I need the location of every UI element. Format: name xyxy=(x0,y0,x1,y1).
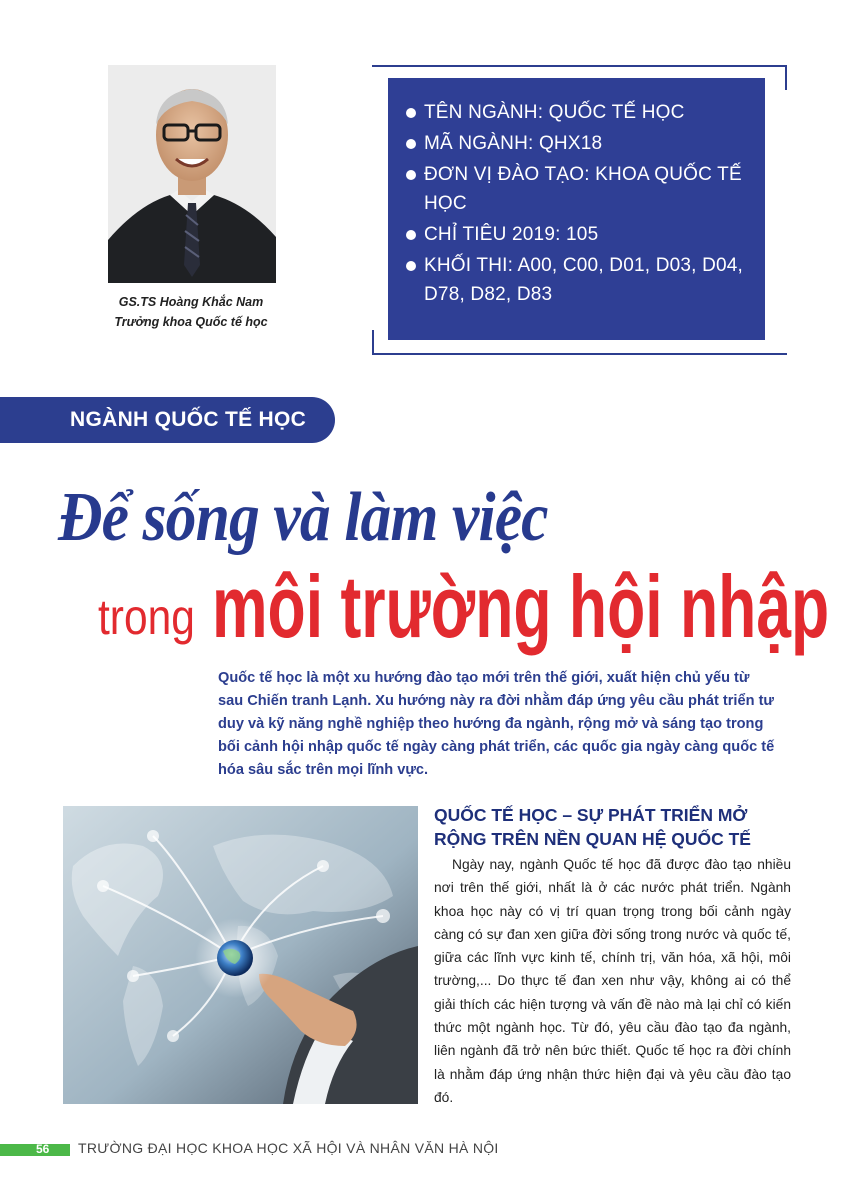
info-frame-line xyxy=(372,353,787,355)
program-info-item xyxy=(406,98,751,127)
footer-page-bar xyxy=(0,1144,70,1156)
article-subheading: QUỐC TẾ HỌC – SỰ PHÁT TRIỂN MỞ RỘNG TRÊN NỀN QUAN HỆ QUỐC TẾ xyxy=(434,805,751,849)
info-frame-line xyxy=(372,330,374,355)
program-name: TÊN NGÀNH: QUỐC TẾ HỌC xyxy=(424,102,685,123)
program-info-box xyxy=(388,78,765,340)
globe-hand-image xyxy=(63,806,418,1104)
program-info-item xyxy=(406,251,751,309)
program-info-item xyxy=(406,160,751,218)
portrait-caption-name: GS.TS Hoàng Khắc Nam xyxy=(118,295,264,309)
section-label-pill xyxy=(0,397,335,443)
bullet-icon xyxy=(406,139,416,149)
portrait-caption-title: Trưởng khoa Quốc tế học xyxy=(114,315,268,329)
headline-line2-big: môi trường hội nhập xyxy=(212,557,830,656)
program-info-item xyxy=(406,129,751,158)
training-unit: ĐƠN VỊ ĐÀO TẠO: KHOA QUỐC TẾ HỌC xyxy=(424,164,742,214)
program-info-list xyxy=(388,78,765,309)
info-frame-line xyxy=(372,65,787,67)
footer-university-name: TRƯỜNG ĐẠI HỌC KHOA HỌC XÃ HỘI VÀ NHÂN VĂN HÀ NỘI xyxy=(78,1140,499,1156)
program-info-item xyxy=(406,220,751,249)
bullet-icon xyxy=(406,230,416,240)
headline-line1: Để sống và làm việc xyxy=(58,479,548,556)
exam-blocks: KHỐI THI: A00, C00, D01, D03, D04, D78, D82, D83 xyxy=(424,255,744,305)
info-frame-line xyxy=(785,65,787,90)
bullet-icon xyxy=(406,170,416,180)
portrait-illustration xyxy=(108,65,276,283)
section-label: NGÀNH QUỐC TẾ HỌC xyxy=(70,408,307,431)
article-body: Ngày nay, ngành Quốc tế học đã được đào tạo nhiều nơi trên thế giới, nhất là ở các nước phát triển. Ngành khoa học này có vị trí quan trọng trong bối cảnh ngày càng có sự đan xen giữa đời sống trong nước và quốc tế, giữa các lĩnh vực kinh tế, chính trị, văn hóa, xã hội, môi trường,... Do thực tế đan xen như vậy, không ai có thể giải thích các hiện tượng và vấn đề nào mà lại chỉ có kiến thức một ngành học. Từ đó, yêu cầu đào tạo đa ngành, liên ngành đã trở nên bức thiết. Quốc tế học ra đời chính là nhằm đáp ứng nhận thức hiện đại và yêu cầu đào tạo đó. xyxy=(434,857,791,1105)
page-number: 56 xyxy=(36,1142,50,1156)
portrait-photo xyxy=(108,65,276,283)
bullet-icon xyxy=(406,261,416,271)
headline-line2-small: trong xyxy=(98,589,195,645)
program-code: MÃ NGÀNH: QHX18 xyxy=(424,133,603,154)
bullet-icon xyxy=(406,108,416,118)
globe-hand-illustration xyxy=(63,806,418,1104)
enrollment-quota: CHỈ TIÊU 2019: 105 xyxy=(424,224,599,245)
lead-paragraph: Quốc tế học là một xu hướng đào tạo mới trên thế giới, xuất hiện chủ yếu từ sau Chiến tranh Lạnh. Xu hướng này ra đời nhằm đáp ứng yêu cầu phát triển tư duy và kỹ năng nghề nghiệp theo hướng đa ngành, rộng mở và sáng tạo trong bối cảnh hội nhập quốc tế ngày càng phát triển, các quốc gia ngày càng quốc tế hóa sâu sắc trên mọi lĩnh vực. xyxy=(218,670,775,778)
